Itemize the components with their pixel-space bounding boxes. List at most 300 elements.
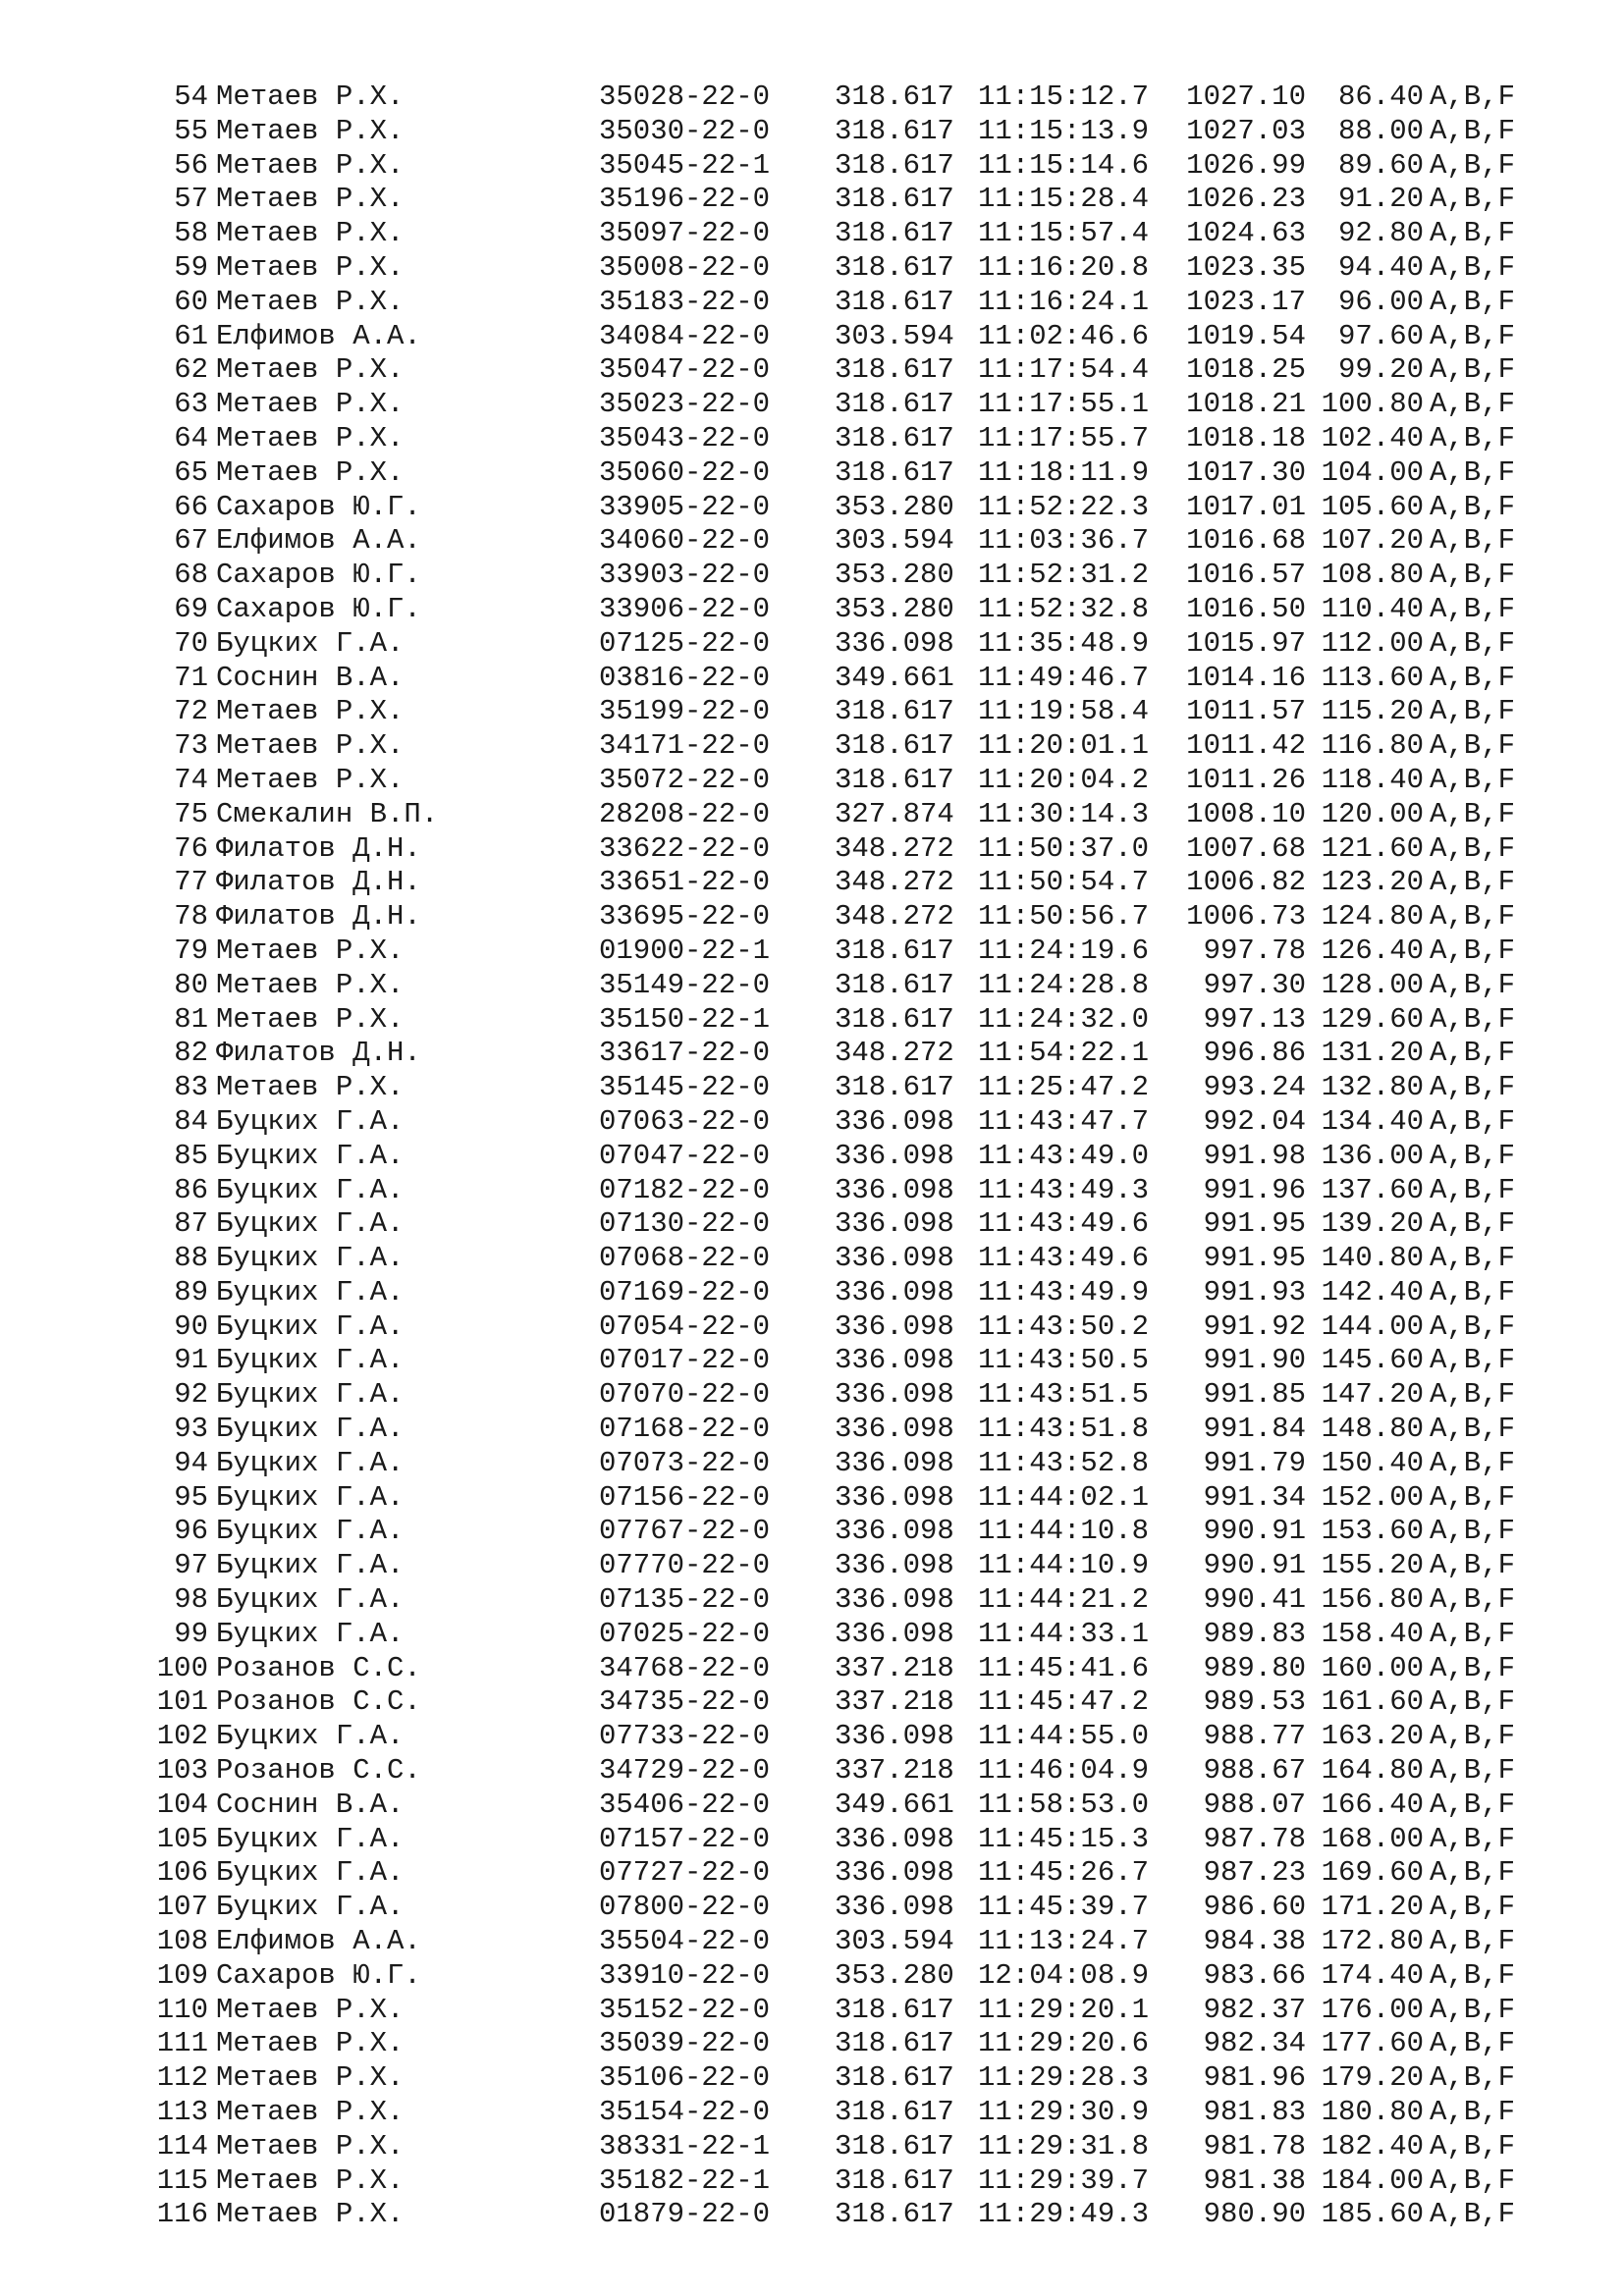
participant-name: Смекалин В.П. bbox=[216, 797, 439, 830]
speed: 982.34 bbox=[1203, 2027, 1306, 2060]
ring-code: 33903-22-0 bbox=[599, 559, 771, 592]
participant-name: Розанов С.С. bbox=[216, 1685, 421, 1719]
row-number: 66 bbox=[174, 490, 208, 523]
speed: 991.92 bbox=[1203, 1309, 1306, 1343]
speed: 981.38 bbox=[1203, 2163, 1306, 2197]
arrival-time: 12:04:08.9 bbox=[978, 1958, 1150, 1992]
ring-code: 33622-22-0 bbox=[599, 831, 771, 865]
row-number: 77 bbox=[174, 866, 208, 899]
arrival-time: 11:43:49.9 bbox=[978, 1275, 1150, 1308]
distance: 318.617 bbox=[835, 455, 954, 489]
row-number: 85 bbox=[174, 1139, 208, 1172]
table-row bbox=[0, 1310, 1624, 1345]
participant-name: Метаев Р.Х. bbox=[216, 80, 405, 113]
groups: A,B,F bbox=[1430, 388, 1516, 421]
ring-code: 35183-22-0 bbox=[599, 285, 771, 318]
distance: 349.661 bbox=[835, 661, 954, 694]
distance: 318.617 bbox=[835, 285, 954, 318]
distance: 336.098 bbox=[835, 1139, 954, 1172]
distance: 318.617 bbox=[835, 80, 954, 113]
points: 120.00 bbox=[1321, 797, 1424, 830]
groups: A,B,F bbox=[1430, 1104, 1516, 1138]
row-number: 107 bbox=[156, 1891, 208, 1924]
participant-name: Метаев Р.Х. bbox=[216, 148, 405, 182]
speed: 1027.10 bbox=[1186, 80, 1306, 113]
row-number: 92 bbox=[174, 1378, 208, 1412]
speed: 997.30 bbox=[1203, 968, 1306, 1001]
points: 86.40 bbox=[1337, 80, 1424, 113]
row-number: 75 bbox=[174, 797, 208, 830]
points: 108.80 bbox=[1321, 559, 1424, 592]
participant-name: Метаев Р.Х. bbox=[216, 1002, 405, 1036]
ring-code: 35023-22-0 bbox=[599, 388, 771, 421]
ring-code: 07727-22-0 bbox=[599, 1856, 771, 1890]
points: 139.20 bbox=[1321, 1207, 1424, 1241]
groups: A,B,F bbox=[1430, 1446, 1516, 1479]
speed: 1024.63 bbox=[1186, 217, 1306, 250]
arrival-time: 11:29:28.3 bbox=[978, 2061, 1150, 2095]
ring-code: 34735-22-0 bbox=[599, 1685, 771, 1719]
ring-code: 35106-22-0 bbox=[599, 2061, 771, 2095]
speed: 980.90 bbox=[1203, 2198, 1306, 2231]
groups: A,B,F bbox=[1430, 1515, 1516, 1548]
groups: A,B,F bbox=[1430, 797, 1516, 830]
speed: 982.37 bbox=[1203, 1993, 1306, 2026]
ring-code: 34084-22-0 bbox=[599, 319, 771, 352]
row-number: 62 bbox=[174, 353, 208, 387]
ring-code: 01900-22-1 bbox=[599, 934, 771, 967]
table-row bbox=[0, 1207, 1624, 1242]
arrival-time: 11:15:14.6 bbox=[978, 148, 1150, 182]
arrival-time: 11:58:53.0 bbox=[978, 1788, 1150, 1821]
distance: 318.617 bbox=[835, 1002, 954, 1036]
participant-name: Метаев Р.Х. bbox=[216, 1993, 405, 2026]
participant-name: Буцких Г.А. bbox=[216, 626, 405, 660]
arrival-time: 11:43:47.7 bbox=[978, 1104, 1150, 1138]
speed: 992.04 bbox=[1203, 1104, 1306, 1138]
ring-code: 35072-22-0 bbox=[599, 763, 771, 796]
arrival-time: 11:17:54.4 bbox=[978, 353, 1150, 387]
participant-name: Буцких Г.А. bbox=[216, 1480, 405, 1514]
groups: A,B,F bbox=[1430, 695, 1516, 728]
points: 88.00 bbox=[1337, 114, 1424, 147]
ring-code: 34171-22-0 bbox=[599, 729, 771, 763]
speed: 1026.23 bbox=[1186, 183, 1306, 216]
table-row bbox=[0, 1242, 1624, 1276]
row-number: 72 bbox=[174, 695, 208, 728]
arrival-time: 11:15:57.4 bbox=[978, 217, 1150, 250]
arrival-time: 11:24:32.0 bbox=[978, 1002, 1150, 1036]
distance: 318.617 bbox=[835, 2129, 954, 2163]
arrival-time: 11:29:31.8 bbox=[978, 2129, 1150, 2163]
arrival-time: 11:50:56.7 bbox=[978, 900, 1150, 934]
participant-name: Филатов Д.Н. bbox=[216, 900, 421, 934]
distance: 336.098 bbox=[835, 1515, 954, 1548]
participant-name: Метаев Р.Х. bbox=[216, 217, 405, 250]
speed: 1018.21 bbox=[1186, 388, 1306, 421]
distance: 349.661 bbox=[835, 1788, 954, 1821]
participant-name: Буцких Г.А. bbox=[216, 1275, 405, 1308]
table-row bbox=[0, 798, 1624, 832]
row-number: 97 bbox=[174, 1549, 208, 1582]
groups: A,B,F bbox=[1430, 1754, 1516, 1788]
table-row bbox=[0, 115, 1624, 149]
row-number: 106 bbox=[156, 1856, 208, 1890]
groups: A,B,F bbox=[1430, 661, 1516, 694]
points: 166.40 bbox=[1321, 1788, 1424, 1821]
distance: 348.272 bbox=[835, 831, 954, 865]
speed: 989.80 bbox=[1203, 1651, 1306, 1684]
distance: 303.594 bbox=[835, 524, 954, 558]
distance: 337.218 bbox=[835, 1685, 954, 1719]
groups: A,B,F bbox=[1430, 421, 1516, 454]
speed: 1006.82 bbox=[1186, 866, 1306, 899]
distance: 336.098 bbox=[835, 1104, 954, 1138]
arrival-time: 11:20:04.2 bbox=[978, 763, 1150, 796]
ring-code: 07070-22-0 bbox=[599, 1378, 771, 1412]
points: 89.60 bbox=[1337, 148, 1424, 182]
table-row bbox=[0, 1140, 1624, 1174]
arrival-time: 11:16:24.1 bbox=[978, 285, 1150, 318]
ring-code: 35097-22-0 bbox=[599, 217, 771, 250]
distance: 318.617 bbox=[835, 763, 954, 796]
distance: 336.098 bbox=[835, 1617, 954, 1650]
distance: 353.280 bbox=[835, 490, 954, 523]
groups: A,B,F bbox=[1430, 183, 1516, 216]
row-number: 115 bbox=[156, 2163, 208, 2197]
groups: A,B,F bbox=[1430, 1480, 1516, 1514]
ring-code: 07168-22-0 bbox=[599, 1413, 771, 1446]
arrival-time: 11:43:49.0 bbox=[978, 1139, 1150, 1172]
ring-code: 07047-22-0 bbox=[599, 1139, 771, 1172]
points: 150.40 bbox=[1321, 1446, 1424, 1479]
arrival-time: 11:43:51.5 bbox=[978, 1378, 1150, 1412]
groups: A,B,F bbox=[1430, 1378, 1516, 1412]
groups: A,B,F bbox=[1430, 1583, 1516, 1617]
table-row bbox=[0, 1413, 1624, 1447]
ring-code: 35145-22-0 bbox=[599, 1071, 771, 1104]
groups: A,B,F bbox=[1430, 1037, 1516, 1070]
points: 112.00 bbox=[1321, 626, 1424, 660]
points: 116.80 bbox=[1321, 729, 1424, 763]
distance: 303.594 bbox=[835, 1925, 954, 1958]
participant-name: Буцких Г.А. bbox=[216, 1583, 405, 1617]
groups: A,B,F bbox=[1430, 455, 1516, 489]
points: 99.20 bbox=[1337, 353, 1424, 387]
table-row bbox=[0, 1447, 1624, 1481]
participant-name: Буцких Г.А. bbox=[216, 1413, 405, 1446]
ring-code: 35199-22-0 bbox=[599, 695, 771, 728]
distance: 318.617 bbox=[835, 2198, 954, 2231]
arrival-time: 11:18:11.9 bbox=[978, 455, 1150, 489]
distance: 337.218 bbox=[835, 1651, 954, 1684]
speed: 1007.68 bbox=[1186, 831, 1306, 865]
groups: A,B,F bbox=[1430, 1720, 1516, 1753]
ring-code: 07073-22-0 bbox=[599, 1446, 771, 1479]
distance: 336.098 bbox=[835, 1720, 954, 1753]
participant-name: Метаев Р.Х. bbox=[216, 114, 405, 147]
ring-code: 33695-22-0 bbox=[599, 900, 771, 934]
row-number: 111 bbox=[156, 2027, 208, 2060]
arrival-time: 11:45:47.2 bbox=[978, 1685, 1150, 1719]
speed: 988.67 bbox=[1203, 1754, 1306, 1788]
distance: 318.617 bbox=[835, 968, 954, 1001]
row-number: 104 bbox=[156, 1788, 208, 1821]
ring-code: 33906-22-0 bbox=[599, 592, 771, 625]
speed: 1011.26 bbox=[1186, 763, 1306, 796]
ring-code: 07182-22-0 bbox=[599, 1173, 771, 1206]
table-row bbox=[0, 1720, 1624, 1754]
ring-code: 35030-22-0 bbox=[599, 114, 771, 147]
speed: 989.83 bbox=[1203, 1617, 1306, 1650]
arrival-time: 11:17:55.7 bbox=[978, 421, 1150, 454]
distance: 318.617 bbox=[835, 217, 954, 250]
distance: 336.098 bbox=[835, 1549, 954, 1582]
participant-name: Буцких Г.А. bbox=[216, 1139, 405, 1172]
points: 177.60 bbox=[1321, 2027, 1424, 2060]
groups: A,B,F bbox=[1430, 1207, 1516, 1241]
speed: 997.78 bbox=[1203, 934, 1306, 967]
groups: A,B,F bbox=[1430, 866, 1516, 899]
participant-name: Метаев Р.Х. bbox=[216, 388, 405, 421]
row-number: 89 bbox=[174, 1275, 208, 1308]
groups: A,B,F bbox=[1430, 148, 1516, 182]
arrival-time: 11:50:37.0 bbox=[978, 831, 1150, 865]
table-row bbox=[0, 900, 1624, 934]
table-row bbox=[0, 1071, 1624, 1105]
participant-name: Метаев Р.Х. bbox=[216, 968, 405, 1001]
ring-code: 07169-22-0 bbox=[599, 1275, 771, 1308]
arrival-time: 11:15:28.4 bbox=[978, 183, 1150, 216]
distance: 336.098 bbox=[835, 1207, 954, 1241]
row-number: 91 bbox=[174, 1344, 208, 1377]
points: 153.60 bbox=[1321, 1515, 1424, 1548]
speed: 1023.17 bbox=[1186, 285, 1306, 318]
table-row bbox=[0, 2027, 1624, 2061]
groups: A,B,F bbox=[1430, 285, 1516, 318]
participant-name: Метаев Р.Х. bbox=[216, 2061, 405, 2095]
row-number: 102 bbox=[156, 1720, 208, 1753]
groups: A,B,F bbox=[1430, 2163, 1516, 2197]
arrival-time: 11:25:47.2 bbox=[978, 1071, 1150, 1104]
speed: 991.79 bbox=[1203, 1446, 1306, 1479]
ring-code: 33651-22-0 bbox=[599, 866, 771, 899]
row-number: 71 bbox=[174, 661, 208, 694]
points: 134.40 bbox=[1321, 1104, 1424, 1138]
distance: 337.218 bbox=[835, 1754, 954, 1788]
row-number: 61 bbox=[174, 319, 208, 352]
groups: A,B,F bbox=[1430, 2027, 1516, 2060]
row-number: 54 bbox=[174, 80, 208, 113]
participant-name: Буцких Г.А. bbox=[216, 1446, 405, 1479]
row-number: 95 bbox=[174, 1480, 208, 1514]
speed: 991.98 bbox=[1203, 1139, 1306, 1172]
distance: 318.617 bbox=[835, 2163, 954, 2197]
arrival-time: 11:29:39.7 bbox=[978, 2163, 1150, 2197]
speed: 991.85 bbox=[1203, 1378, 1306, 1412]
participant-name: Буцких Г.А. bbox=[216, 1104, 405, 1138]
groups: A,B,F bbox=[1430, 490, 1516, 523]
ring-code: 07025-22-0 bbox=[599, 1617, 771, 1650]
row-number: 74 bbox=[174, 763, 208, 796]
participant-name: Метаев Р.Х. bbox=[216, 285, 405, 318]
groups: A,B,F bbox=[1430, 1344, 1516, 1377]
table-row bbox=[0, 149, 1624, 184]
groups: A,B,F bbox=[1430, 114, 1516, 147]
groups: A,B,F bbox=[1430, 2198, 1516, 2231]
speed: 1016.50 bbox=[1186, 592, 1306, 625]
table-row bbox=[0, 729, 1624, 764]
row-number: 58 bbox=[174, 217, 208, 250]
speed: 990.41 bbox=[1203, 1583, 1306, 1617]
points: 185.60 bbox=[1321, 2198, 1424, 2231]
arrival-time: 11:24:28.8 bbox=[978, 968, 1150, 1001]
ring-code: 07800-22-0 bbox=[599, 1891, 771, 1924]
groups: A,B,F bbox=[1430, 559, 1516, 592]
participant-name: Метаев Р.Х. bbox=[216, 2129, 405, 2163]
row-number: 55 bbox=[174, 114, 208, 147]
table-row bbox=[0, 593, 1624, 627]
row-number: 86 bbox=[174, 1173, 208, 1206]
distance: 353.280 bbox=[835, 592, 954, 625]
table-row bbox=[0, 1003, 1624, 1038]
table-row bbox=[0, 353, 1624, 388]
groups: A,B,F bbox=[1430, 729, 1516, 763]
groups: A,B,F bbox=[1430, 934, 1516, 967]
points: 176.00 bbox=[1321, 1993, 1424, 2026]
groups: A,B,F bbox=[1430, 353, 1516, 387]
points: 179.20 bbox=[1321, 2061, 1424, 2095]
speed: 986.60 bbox=[1203, 1891, 1306, 1924]
participant-name: Метаев Р.Х. bbox=[216, 2198, 405, 2231]
arrival-time: 11:45:26.7 bbox=[978, 1856, 1150, 1890]
speed: 990.91 bbox=[1203, 1515, 1306, 1548]
row-number: 73 bbox=[174, 729, 208, 763]
participant-name: Буцких Г.А. bbox=[216, 1549, 405, 1582]
groups: A,B,F bbox=[1430, 1856, 1516, 1890]
points: 148.80 bbox=[1321, 1413, 1424, 1446]
groups: A,B,F bbox=[1430, 1617, 1516, 1650]
table-row bbox=[0, 2130, 1624, 2164]
table-row bbox=[0, 1515, 1624, 1549]
points: 152.00 bbox=[1321, 1480, 1424, 1514]
points: 96.00 bbox=[1337, 285, 1424, 318]
participant-name: Буцких Г.А. bbox=[216, 1617, 405, 1650]
table-row bbox=[0, 491, 1624, 525]
row-number: 100 bbox=[156, 1651, 208, 1684]
ring-code: 35043-22-0 bbox=[599, 421, 771, 454]
groups: A,B,F bbox=[1430, 1173, 1516, 1206]
speed: 981.78 bbox=[1203, 2129, 1306, 2163]
arrival-time: 11:44:10.8 bbox=[978, 1515, 1150, 1548]
ring-code: 07130-22-0 bbox=[599, 1207, 771, 1241]
participant-name: Метаев Р.Х. bbox=[216, 763, 405, 796]
arrival-time: 11:49:46.7 bbox=[978, 661, 1150, 694]
table-row bbox=[0, 1037, 1624, 1071]
participant-name: Метаев Р.Х. bbox=[216, 250, 405, 284]
ring-code: 33905-22-0 bbox=[599, 490, 771, 523]
distance: 353.280 bbox=[835, 1958, 954, 1992]
points: 102.40 bbox=[1321, 421, 1424, 454]
participant-name: Буцких Г.А. bbox=[216, 1309, 405, 1343]
participant-name: Метаев Р.Х. bbox=[216, 2163, 405, 2197]
participant-name: Сахаров Ю.Г. bbox=[216, 559, 421, 592]
arrival-time: 11:43:51.8 bbox=[978, 1413, 1150, 1446]
row-number: 78 bbox=[174, 900, 208, 934]
groups: A,B,F bbox=[1430, 1413, 1516, 1446]
participant-name: Соснин В.А. bbox=[216, 1788, 405, 1821]
table-row bbox=[0, 1856, 1624, 1891]
row-number: 83 bbox=[174, 1071, 208, 1104]
row-number: 113 bbox=[156, 2096, 208, 2129]
points: 110.40 bbox=[1321, 592, 1424, 625]
table-row bbox=[0, 320, 1624, 354]
table-row bbox=[0, 559, 1624, 593]
distance: 327.874 bbox=[835, 797, 954, 830]
distance: 318.617 bbox=[835, 250, 954, 284]
arrival-time: 11:52:31.2 bbox=[978, 559, 1150, 592]
row-number: 109 bbox=[156, 1958, 208, 1992]
distance: 336.098 bbox=[835, 1891, 954, 1924]
groups: A,B,F bbox=[1430, 1788, 1516, 1821]
distance: 318.617 bbox=[835, 421, 954, 454]
participant-name: Метаев Р.Х. bbox=[216, 934, 405, 967]
table-row bbox=[0, 1618, 1624, 1652]
participant-name: Филатов Д.Н. bbox=[216, 1037, 421, 1070]
participant-name: Сахаров Ю.Г. bbox=[216, 490, 421, 523]
ring-code: 38331-22-1 bbox=[599, 2129, 771, 2163]
participant-name: Метаев Р.Х. bbox=[216, 695, 405, 728]
distance: 336.098 bbox=[835, 1480, 954, 1514]
groups: A,B,F bbox=[1430, 1549, 1516, 1582]
arrival-time: 11:15:12.7 bbox=[978, 80, 1150, 113]
speed: 988.07 bbox=[1203, 1788, 1306, 1821]
participant-name: Буцких Г.А. bbox=[216, 1173, 405, 1206]
speed: 1023.35 bbox=[1186, 250, 1306, 284]
arrival-time: 11:45:39.7 bbox=[978, 1891, 1150, 1924]
table-row bbox=[0, 286, 1624, 320]
table-row bbox=[0, 1378, 1624, 1413]
row-number: 114 bbox=[156, 2129, 208, 2163]
points: 169.60 bbox=[1321, 1856, 1424, 1890]
arrival-time: 11:03:36.7 bbox=[978, 524, 1150, 558]
participant-name: Метаев Р.Х. bbox=[216, 421, 405, 454]
distance: 336.098 bbox=[835, 1242, 954, 1275]
points: 164.80 bbox=[1321, 1754, 1424, 1788]
ring-code: 07733-22-0 bbox=[599, 1720, 771, 1753]
speed: 989.53 bbox=[1203, 1685, 1306, 1719]
table-row bbox=[0, 2061, 1624, 2096]
table-row bbox=[0, 695, 1624, 729]
speed: 997.13 bbox=[1203, 1002, 1306, 1036]
table-row bbox=[0, 1994, 1624, 2028]
points: 142.40 bbox=[1321, 1275, 1424, 1308]
ring-code: 35028-22-0 bbox=[599, 80, 771, 113]
groups: A,B,F bbox=[1430, 2061, 1516, 2095]
groups: A,B,F bbox=[1430, 2129, 1516, 2163]
distance: 318.617 bbox=[835, 2027, 954, 2060]
speed: 996.86 bbox=[1203, 1037, 1306, 1070]
points: 115.20 bbox=[1321, 695, 1424, 728]
ring-code: 07063-22-0 bbox=[599, 1104, 771, 1138]
arrival-time: 11:44:10.9 bbox=[978, 1549, 1150, 1582]
ring-code: 35149-22-0 bbox=[599, 968, 771, 1001]
speed: 984.38 bbox=[1203, 1925, 1306, 1958]
table-row bbox=[0, 1105, 1624, 1140]
participant-name: Метаев Р.Х. bbox=[216, 2096, 405, 2129]
distance: 336.098 bbox=[835, 1446, 954, 1479]
groups: A,B,F bbox=[1430, 1002, 1516, 1036]
